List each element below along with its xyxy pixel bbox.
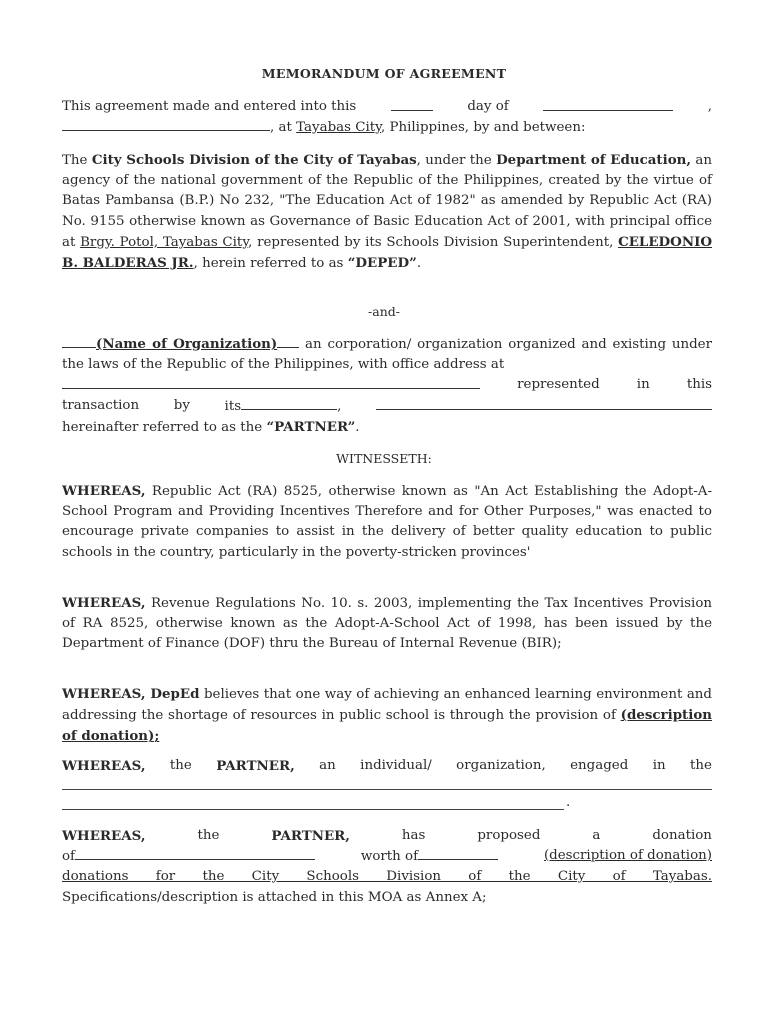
whereas-4-business-line[interactable] xyxy=(62,789,712,790)
whereas-5-of: of xyxy=(62,849,76,865)
whereas-5-has: has xyxy=(401,828,426,843)
partner-position-blank[interactable] xyxy=(241,396,337,410)
deped-alias: “DEPED” xyxy=(347,255,417,272)
deped-org-name: City Schools Division of the City of Tayabas xyxy=(91,152,417,168)
partner-by: by xyxy=(173,397,190,413)
deped-superintendent: CELEDONIO B. BALDERAS JR. xyxy=(62,233,712,272)
whereas-5-description[interactable]: (description of donation) xyxy=(543,848,712,864)
partner-blank-trail xyxy=(277,334,299,348)
intro-text-2: day of xyxy=(467,99,509,114)
deped-text-6: . xyxy=(416,256,422,272)
whereas-5-proposed: proposed xyxy=(477,828,541,843)
month-blank[interactable] xyxy=(543,97,673,111)
deped-paragraph xyxy=(62,150,712,274)
whereas-1-keyword: WHEREAS, xyxy=(62,483,146,499)
deped-text-1: The xyxy=(62,153,88,168)
intro-text-1: This agreement made and entered into this xyxy=(62,99,357,114)
deped-text-4: , represented by its Schools Division Superintendent, xyxy=(248,234,619,250)
whereas-5-keyword: WHEREAS, xyxy=(62,828,146,844)
whereas-4-end: . xyxy=(566,795,571,810)
whereas-4-t1: an xyxy=(319,758,336,773)
partner-text-3: . xyxy=(355,419,360,435)
whereas-4-t6: the xyxy=(690,758,712,773)
partner-address-blank[interactable] xyxy=(62,375,480,389)
whereas-5-line-3: Specifications/description is attached in this MOA as Annex A; xyxy=(62,889,487,905)
deped-text-3: an agency of the national government of the Republic of the Philippines, created by the virtue of Batas Pambansa (B.P.) No 232, "The Education Act of 1982" as amended by Republic Act (RA) No. 9155 otherwise known as Governance of Basic Education Act of 2001, with principal office at xyxy=(62,153,712,250)
intro-text-3: , xyxy=(707,99,712,114)
deped-address: Brgy. Potol, Tayabas City xyxy=(80,234,249,250)
partner-its: its xyxy=(224,398,242,414)
deped-department: Department of Education, xyxy=(496,152,692,168)
document-title: MEMORANDUM OF AGREEMENT xyxy=(261,66,507,81)
deped-text-5: , herein referred to as xyxy=(193,256,348,272)
whereas-5-line-2: donations for the City Schools Division of the City of Tayabas. xyxy=(62,869,712,885)
whereas-5-worth: worth of xyxy=(360,849,419,865)
intro-text-4: , at xyxy=(270,120,292,136)
partner-text-1: an corporation/ organization organized and existing under the laws of the Republic of the Philippines, with office address at xyxy=(62,337,712,373)
whereas-2-text: Revenue Regulations No. 10. s. 2003, implementing the Tax Incentives Provision of RA 8525, otherwise known as the Adopt-A-School Act of 1998, has been issued by the Department of Finance (DOF) thru the Bureau of Internal Revenue (BIR); xyxy=(62,596,712,652)
whereas-4-t2: individual/ xyxy=(360,758,432,773)
whereas-4-business-line-2[interactable] xyxy=(62,809,564,810)
partner-text-2: hereinafter referred to as the xyxy=(62,419,267,435)
whereas-5-worth-blank[interactable] xyxy=(418,846,498,860)
whereas-5-the: the xyxy=(197,828,220,843)
whereas-5 xyxy=(62,826,712,908)
partner-representative-blank[interactable] xyxy=(376,396,712,410)
whereas-4-t5: in xyxy=(652,758,666,773)
partner-in: in xyxy=(636,377,650,393)
and-separator: -and- xyxy=(368,304,400,319)
whereas-5-a: a xyxy=(592,828,601,843)
partner-comma: , xyxy=(337,398,342,414)
whereas-3-donation[interactable]: (description of donation); xyxy=(62,707,712,745)
place-name: Tayabas City xyxy=(296,120,381,136)
partner-represented: represented xyxy=(517,377,600,393)
intro-text-5: , Philippines, by and between: xyxy=(380,120,586,136)
whereas-2-keyword: WHEREAS, xyxy=(62,595,146,611)
whereas-5-donation: donation xyxy=(652,828,712,843)
year-blank[interactable] xyxy=(62,117,270,131)
whereas-3-keyword: WHEREAS, DepEd xyxy=(62,686,200,702)
whereas-4-keyword: WHEREAS, xyxy=(62,758,146,774)
whereas-1-text: Republic Act (RA) 8525, otherwise known as "An Act Establishing the Adopt-A-School Program and Providing Incentives Therefore and for Other Purposes," was enacted to encourage private companies to assist in the delivery of better quality education to public schools in the country, particularly in the poverty-stricken provinces' xyxy=(62,484,712,560)
partner-this: this xyxy=(686,377,712,393)
deped-text-2: , under the xyxy=(416,153,492,168)
partner-blank-lead xyxy=(62,334,96,348)
whereas-4-t4: engaged xyxy=(570,758,629,773)
partner-name-placeholder[interactable]: (Name of Organization) xyxy=(96,336,278,352)
witnesseth-heading: WITNESSETH: xyxy=(336,451,432,466)
whereas-5-amount-blank[interactable] xyxy=(75,846,315,860)
partner-transaction: transaction xyxy=(62,397,140,413)
whereas-1 xyxy=(62,481,712,563)
whereas-5-partner: PARTNER, xyxy=(271,828,350,844)
whereas-4-t3: organization, xyxy=(456,758,546,773)
partner-alias: “PARTNER” xyxy=(266,418,356,435)
whereas-4-the: the xyxy=(169,758,192,773)
whereas-4 xyxy=(62,756,712,776)
whereas-2 xyxy=(62,593,712,655)
whereas-3 xyxy=(62,684,712,748)
whereas-4-partner: PARTNER, xyxy=(216,758,295,774)
partner-paragraph xyxy=(62,334,712,438)
whereas-3-text: believes that one way of achieving an enhanced learning environment and addressing the shortage of resources in public school is through the provision of xyxy=(62,687,713,724)
intro-paragraph xyxy=(62,97,712,138)
day-blank[interactable] xyxy=(391,97,433,111)
